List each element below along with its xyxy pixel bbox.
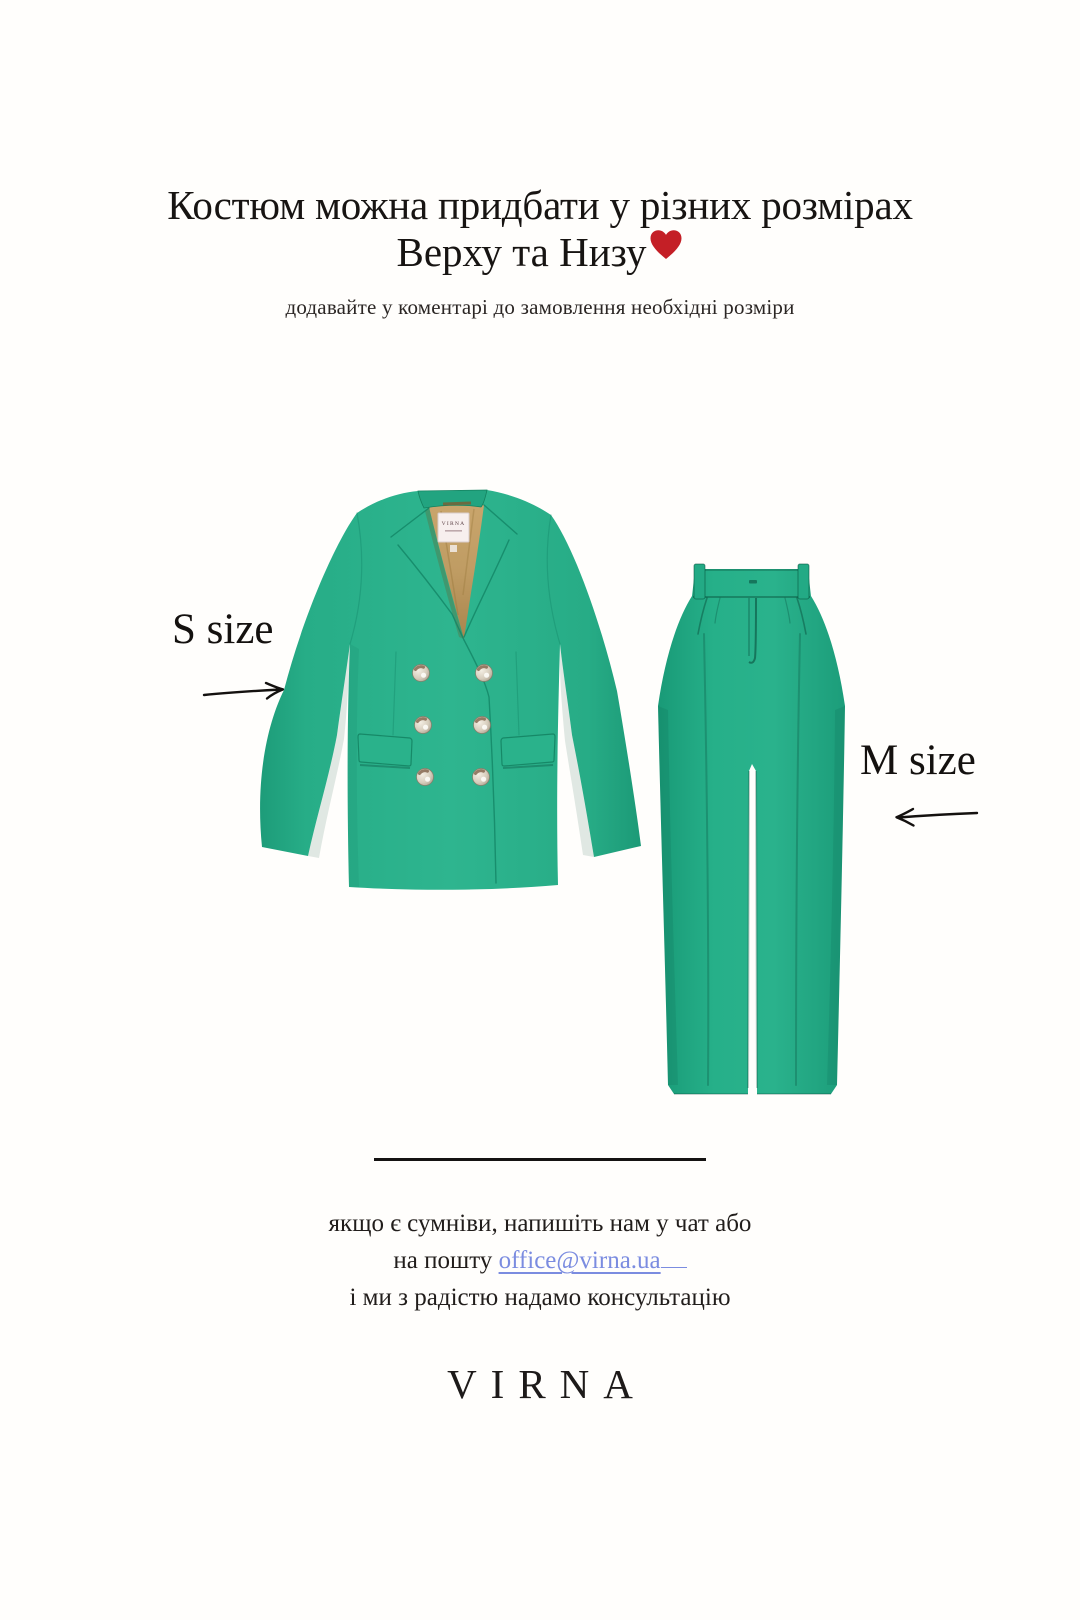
jacket-photo bbox=[233, 477, 648, 897]
m-size-label: M size bbox=[860, 737, 976, 784]
heart-icon bbox=[649, 229, 683, 261]
title-line-1: Костюм можна придбати у різних розмірах bbox=[167, 182, 913, 228]
contact-line-2-prefix: на пошту bbox=[393, 1247, 493, 1274]
svg-text:VIRNA: VIRNA bbox=[441, 521, 466, 527]
title-line-2 bbox=[0, 231, 1080, 274]
brand-logo: VIRNA bbox=[447, 1361, 647, 1407]
s-size-label: S size bbox=[172, 606, 274, 653]
divider-line bbox=[374, 1158, 706, 1161]
email-link[interactable]: office@virna.ua bbox=[498, 1247, 661, 1274]
contact-note bbox=[0, 1205, 1080, 1316]
trousers-body bbox=[658, 569, 845, 1094]
trousers-photo bbox=[645, 558, 860, 1098]
contact-note-line-1: якщо є сумніви, напишіть нам у чат або bbox=[328, 1210, 752, 1237]
jacket-collar bbox=[418, 490, 487, 508]
m-size-arrow-icon bbox=[892, 804, 980, 828]
contact-note-line-3: і ми з радістю надамо консультацію bbox=[349, 1284, 731, 1311]
title-line-2-text: Верху та Низу bbox=[396, 229, 647, 275]
subtitle: додавайте у коментарі до замовлення необхідні розміри bbox=[285, 295, 795, 319]
email-underline-tail bbox=[661, 1243, 687, 1268]
contact-note-line-2 bbox=[0, 1242, 1080, 1279]
